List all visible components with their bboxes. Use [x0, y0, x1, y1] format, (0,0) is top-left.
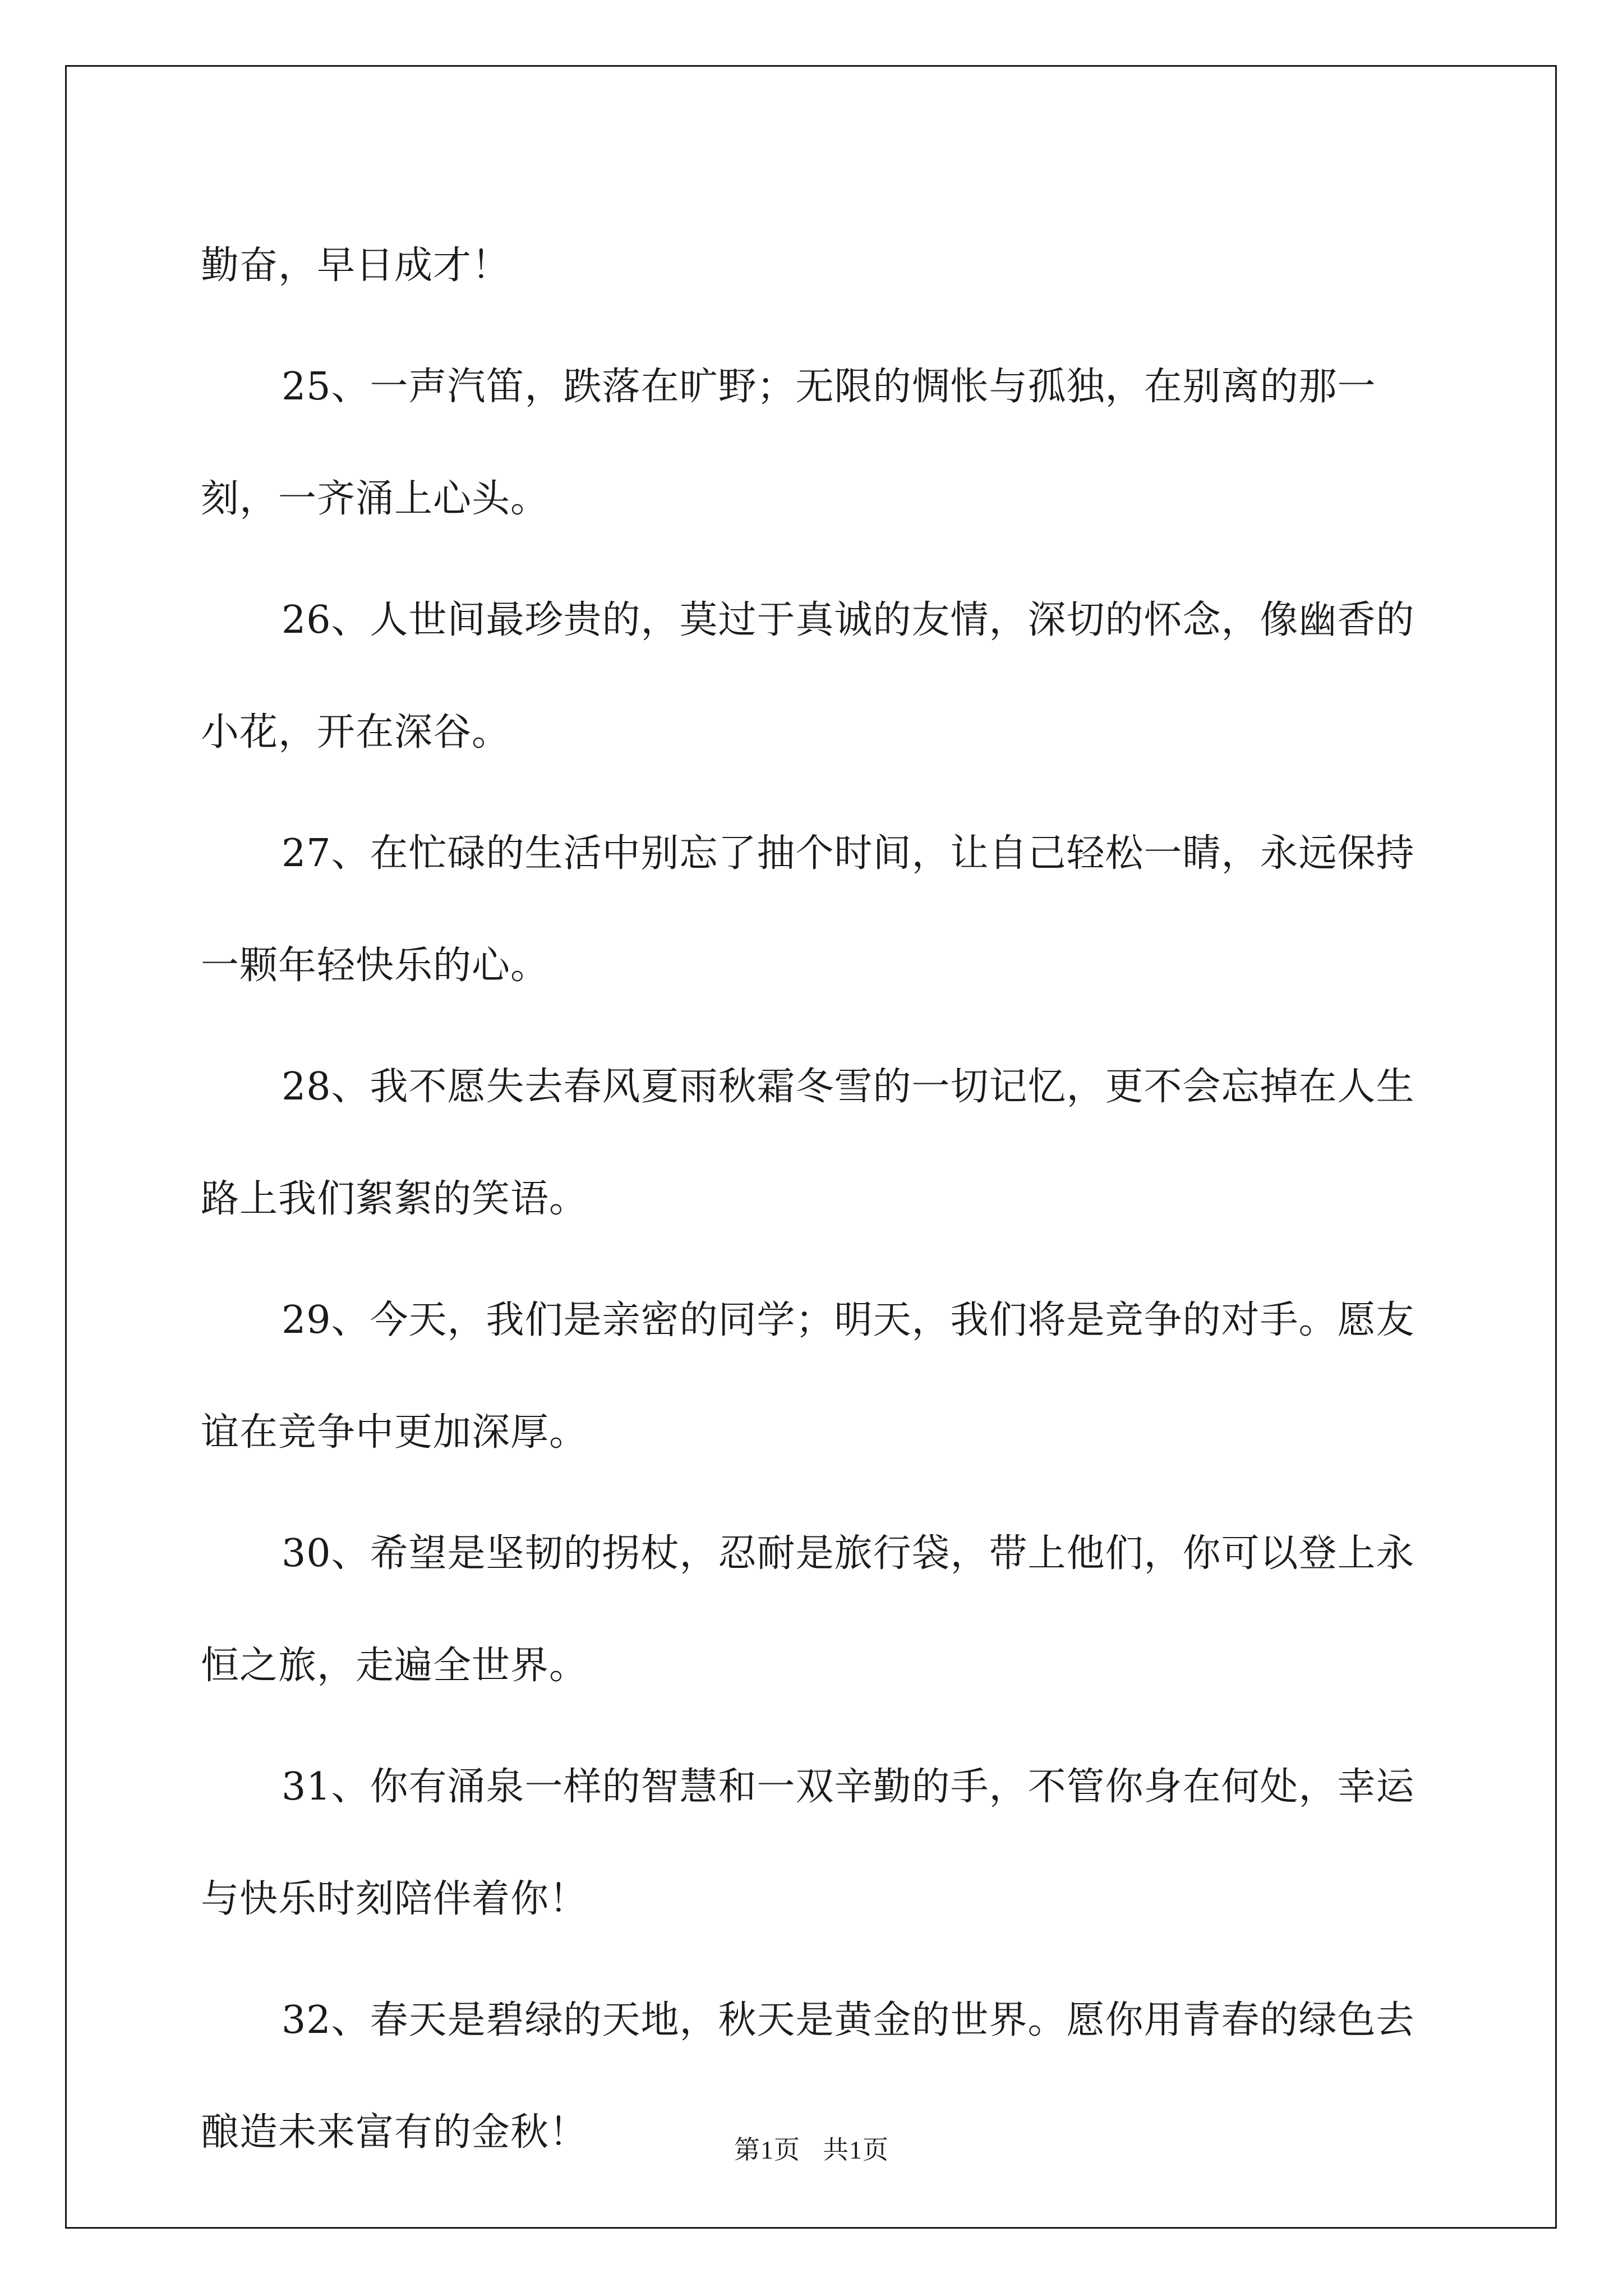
- paragraph-0: 勤奋，早日成才！: [201, 243, 511, 288]
- paragraph-30: 30、希望是坚韧的拐杖，忍耐是旅行袋，带上他们，你可以登上永恒之旅，走遍全世界。: [201, 1531, 1415, 1688]
- paragraph-26: 26、人世间最珍贵的，莫过于真诚的友情，深切的怀念，像幽香的小花，开在深谷。: [201, 598, 1415, 754]
- paragraph-32: 32、春天是碧绿的天地，秋天是黄金的世界。愿你用青春的绿色去酿造未来富有的金秋！: [201, 1998, 1415, 2155]
- paragraph-29: 29、今天，我们是亲密的同学；明天，我们将是竞争的对手。愿友谊在竞争中更加深厚。: [201, 1298, 1415, 1455]
- paragraph-28: 28、我不愿失去春风夏雨秋霜冬雪的一切记忆，更不会忘掉在人生路上我们絮絮的笑语。: [201, 1065, 1415, 1221]
- paragraph-25: 25、一声汽笛，跌落在旷野；无限的惆怅与孤独，在别离的那一刻，一齐涌上心头。: [201, 365, 1376, 521]
- paragraph-27: 27、在忙碌的生活中别忘了抽个时间，让自己轻松一睛，永远保持一颗年轻快乐的心。: [201, 831, 1415, 988]
- page-footer: [0, 2129, 1623, 2166]
- page-total: 共1页: [823, 2136, 889, 2164]
- page-number: 第1页: [734, 2136, 800, 2164]
- document-body: [201, 210, 1435, 2198]
- paragraph-31: 31、你有涌泉一样的智慧和一双辛勤的手，不管你身在何处，幸运与快乐时刻陪伴着你！: [201, 1765, 1415, 1921]
